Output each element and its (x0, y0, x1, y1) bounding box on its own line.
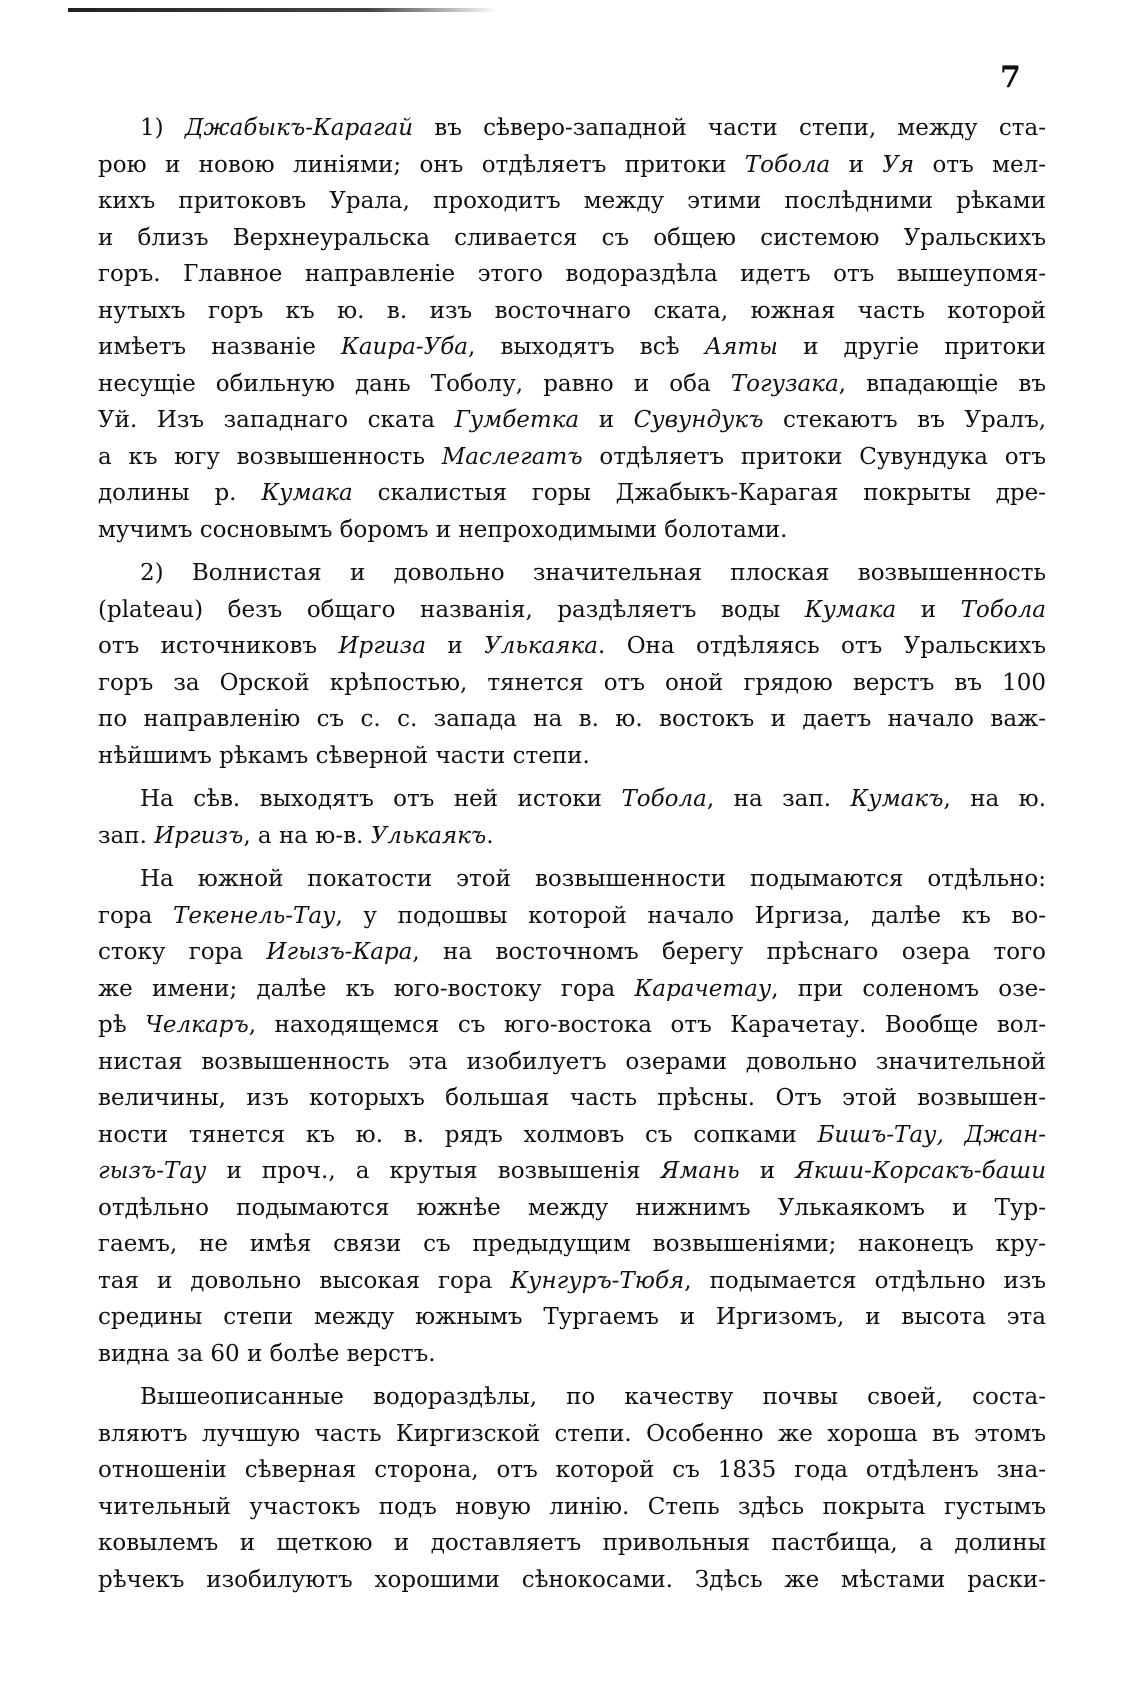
text-run: и (896, 596, 961, 623)
italic-place-name: Уя (882, 151, 915, 178)
italic-place-name: Кумака (804, 596, 897, 623)
text-line (98, 256, 1046, 293)
italic-place-name: Текенель-Тау (173, 902, 336, 929)
text-run: имѣетъ названiе (98, 334, 342, 360)
text-run: (plateau) безъ общаго названiя, раздѣляетъ воды (98, 596, 805, 623)
text-run: а къ югу возвышенность (98, 443, 442, 470)
text-run: кихъ притоковъ Урала, проходитъ между этими послѣдними рѣками (98, 188, 1046, 214)
text-run: стоку гора (98, 939, 267, 965)
italic-place-name: Ямань (660, 1158, 740, 1184)
text-line (98, 1007, 1046, 1044)
italic-place-name: Кумакъ (850, 786, 944, 812)
text-run: и другiе притоки (777, 334, 1046, 360)
text-run: зап. (98, 822, 155, 849)
italic-place-name: Кумака (261, 480, 353, 506)
text-run: скалистыя горы Джабыкъ-Карагая покрыты дре- (352, 480, 1046, 506)
italic-place-name: Бишъ-Тау, Джан- (817, 1121, 1046, 1148)
text-run: отношенiи сѣверная сторона, отъ которой съ 1835 года отдѣленъ зна- (98, 1457, 1046, 1483)
text-run: 1) (140, 115, 185, 141)
text-run: долины р. (98, 480, 262, 506)
text-run: величины, изъ которыхъ большая часть прѣсны. Отъ этой возвышен- (98, 1085, 1046, 1111)
text-run: мучимъ сосновымъ боромъ и непроходимыми болотами. (98, 516, 788, 543)
italic-place-name: Сувундукъ (633, 407, 764, 433)
italic-place-name: Аяты (704, 334, 778, 360)
text-line (98, 781, 1046, 818)
italic-place-name: Иргиза (338, 633, 426, 659)
text-run: , при соленомъ озе- (771, 975, 1046, 1002)
text-run: отдѣляетъ притоки Сувундука отъ (582, 443, 1046, 470)
text-line (98, 475, 1046, 512)
text-run: нистая возвышенность эта изобилуетъ озерами довольно значительной (98, 1048, 1046, 1075)
text-line (98, 147, 1046, 184)
text-line (98, 1044, 1046, 1081)
text-run: горъ. Главное направленiе этого водораздѣла идетъ отъ вышеупомя- (98, 261, 1046, 287)
italic-place-name: Каира-Уба (341, 334, 468, 360)
italic-place-name: Тогузака (730, 370, 839, 397)
text-run: Вышеописанные водораздѣлы, по качеству почвы своей, соста- (140, 1384, 1046, 1410)
text-line (98, 898, 1046, 935)
text-run: рѣчекъ изобилуютъ хорошими сѣнокосами. Здѣсь же мѣстами раски- (98, 1566, 1046, 1593)
italic-place-name: Игызъ-Кара (266, 939, 413, 965)
text-run: ности тянется къ ю. в. рядъ холмовъ съ сопками (98, 1121, 818, 1148)
text-line (98, 1489, 1046, 1526)
text-line (98, 738, 1046, 775)
text-run: чительный участокъ подъ новую линiю. Степь здѣсь покрыта густымъ (98, 1493, 1046, 1520)
text-run: горъ за Орской крѣпостью, тянется отъ оной грядою верстъ въ 100 (98, 669, 1046, 696)
text-line (98, 1525, 1046, 1562)
text-run: отъ мел- (914, 151, 1046, 178)
paragraph-gap (98, 1372, 1046, 1379)
text-line (98, 220, 1046, 257)
text-line (98, 329, 1046, 366)
text-line (98, 1263, 1046, 1300)
text-run: , подымается отдѣльно изъ (684, 1267, 1047, 1294)
text-run: и (579, 407, 634, 433)
italic-place-name: Иргизъ (154, 822, 244, 849)
text-run: средины степи между южнымъ Тургаемъ и Иргизомъ, и высота эта (98, 1304, 1046, 1330)
italic-place-name: Якши-Корсакъ-баши (795, 1158, 1047, 1184)
italic-place-name: Тобола (621, 786, 707, 812)
text-run: и (425, 633, 485, 659)
text-run: же имени; далѣе къ юго-востоку гора (98, 975, 635, 1002)
text-line (98, 402, 1046, 439)
text-line (98, 110, 1046, 147)
text-line (98, 1336, 1046, 1373)
text-run: въ сѣверо-западной части степи, между ста- (413, 115, 1046, 141)
top-rule (68, 8, 498, 12)
text-run: . (486, 822, 494, 849)
text-run: и близъ Верхнеуральска сливается съ общею системою Уральскихъ (98, 224, 1046, 251)
italic-place-name: Тобола (960, 596, 1046, 623)
text-line (98, 1299, 1046, 1336)
text-run: нутыхъ горъ къ ю. в. изъ восточнаго ската, южная часть которой (98, 297, 1046, 324)
text-run: гаемъ, не имѣя связи съ предыдущим возвышенiями; наконецъ кру- (98, 1231, 1046, 1257)
text-run: вляютъ лучшую часть Киргизской степи. Особенно же хороша въ этомъ (98, 1420, 1046, 1447)
text-run: , на зап. (706, 786, 851, 812)
text-run: тая и довольно высокая гора (98, 1267, 511, 1294)
text-line (98, 628, 1046, 665)
italic-place-name: Гумбетка (454, 407, 580, 433)
italic-place-name: Кунгуръ-Тюбя (510, 1267, 685, 1294)
text-run: Уй. Изъ западнаго ската (98, 407, 455, 433)
text-line (98, 971, 1046, 1008)
text-line (98, 439, 1046, 476)
text-run: отъ источниковъ (98, 633, 339, 659)
italic-place-name: гызъ-Тау (98, 1158, 207, 1184)
italic-place-name: Тобола (744, 151, 831, 178)
text-line (98, 1452, 1046, 1489)
paragraph-gap (98, 854, 1046, 861)
text-run: На южной покатости этой возвышенности подымаются отдѣльно: (140, 866, 1046, 892)
text-run: рою и новою линiями; онъ отдѣляетъ притоки (98, 151, 745, 178)
italic-place-name: Челкаръ (145, 1012, 249, 1038)
page-text (98, 110, 1046, 1598)
text-line (98, 1416, 1046, 1453)
text-run: по направленiю съ с. с. запада на в. ю. востокъ и даетъ начало важ- (98, 706, 1046, 732)
text-run: нѣйшимъ рѣкамъ сѣверной части степи. (98, 742, 590, 769)
text-run: , на ю. (943, 786, 1047, 812)
text-line (98, 592, 1046, 629)
italic-place-name: Улькаякъ (370, 822, 487, 849)
text-line (98, 1117, 1046, 1154)
text-line (98, 701, 1046, 738)
text-line (98, 512, 1046, 549)
text-line (98, 665, 1046, 702)
text-line (98, 555, 1046, 592)
text-line (98, 293, 1046, 330)
paragraph-gap (98, 774, 1046, 781)
text-line (98, 183, 1046, 220)
text-run: , а на ю-в. (243, 822, 371, 849)
text-run: несущiе обильную дань Тоболу, равно и оба (98, 370, 731, 397)
text-line (98, 818, 1046, 855)
text-line (98, 1080, 1046, 1117)
text-run: На сѣв. выходятъ отъ ней истоки (140, 786, 622, 812)
text-line (98, 861, 1046, 898)
text-run: отдѣльно подымаются южнѣе между нижнимъ Улькаякомъ и Тур- (98, 1194, 1046, 1221)
text-line (98, 366, 1046, 403)
text-run: и (830, 151, 883, 178)
text-run: гора (98, 902, 174, 929)
text-run: , у подошвы которой начало Иргиза, далѣе къ во- (335, 902, 1046, 929)
text-run: стекаютъ въ Уралъ, (763, 407, 1047, 433)
text-run: рѣ (98, 1012, 146, 1038)
text-line (98, 934, 1046, 971)
text-run: , впадающiе въ (838, 370, 1046, 397)
text-run: . Она отдѣляясь отъ Уральскихъ (597, 633, 1046, 659)
text-line (98, 1153, 1046, 1190)
italic-place-name: Карачетау (634, 975, 772, 1002)
italic-place-name: Маслегатъ (441, 443, 583, 470)
paragraph-gap (98, 548, 1046, 555)
page-number: 7 (1000, 60, 1021, 95)
text-run: , находящемся съ юго-востока отъ Карачетау. Вообще вол- (248, 1012, 1046, 1038)
text-line (98, 1226, 1046, 1263)
text-run: ковылемъ и щеткою и доставляетъ привольныя пастбища, а долины (98, 1530, 1046, 1556)
italic-place-name: Джабыкъ-Карагай (184, 115, 414, 141)
text-line (98, 1379, 1046, 1416)
text-run: 2) Волнистая и довольно значительная плоская возвышенность (140, 560, 1046, 586)
text-run: и проч., а крутыя возвышенiя (206, 1158, 661, 1184)
text-run: , на восточномъ берегу прѣснаго озера того (412, 939, 1046, 965)
text-run: видна за 60 и болѣе верстъ. (98, 1340, 436, 1367)
italic-place-name: Улькаяка (484, 633, 598, 659)
text-run: , выходятъ всѣ (467, 334, 705, 360)
text-line (98, 1562, 1046, 1599)
text-line (98, 1190, 1046, 1227)
text-run: и (739, 1158, 796, 1184)
